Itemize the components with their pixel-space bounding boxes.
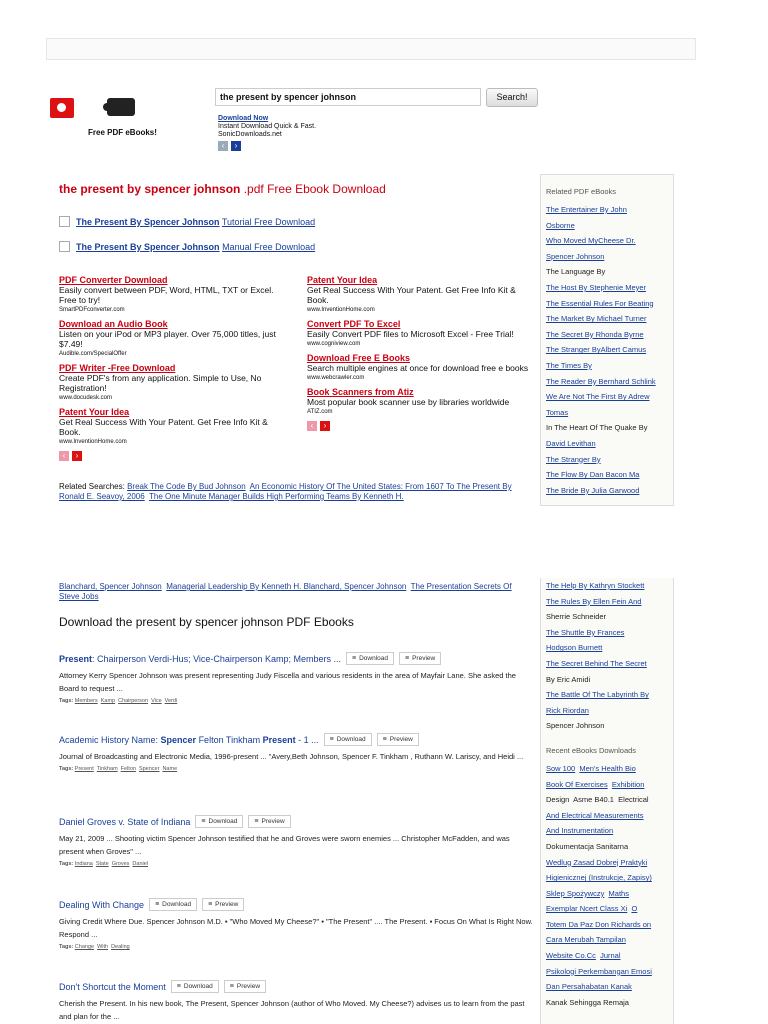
result-item <box>59 815 534 867</box>
sidebar-item[interactable]: We Are Not The First By Adrew <box>546 392 650 402</box>
sidebar-list <box>541 202 673 498</box>
result-title-link[interactable] <box>59 982 166 992</box>
related-link[interactable]: The One Minute Manager Builds High Performing Teams By Kenneth H. <box>149 492 404 501</box>
sidebar-list <box>541 578 673 734</box>
ad-block <box>59 363 281 403</box>
ad-url[interactable]: ATIZ.com <box>307 409 333 415</box>
prev-arrow-icon[interactable]: ‹ <box>307 421 317 431</box>
recent-sidebar <box>540 578 674 1024</box>
recent-item[interactable]: Totem Da Paz Don Richards on <box>546 919 652 929</box>
recent-row <box>546 761 669 777</box>
result-title-pre[interactable]: Academic History Name: <box>59 734 161 745</box>
list-icon: ≡ <box>382 736 387 743</box>
result-title-link[interactable] <box>59 654 341 664</box>
preview-label: Preview <box>389 736 413 743</box>
tag-link[interactable]: State <box>95 861 109 867</box>
recent-item[interactable]: And Instrumentation <box>546 826 614 836</box>
next-arrow-icon[interactable]: › <box>72 451 82 461</box>
sidebar-item[interactable]: The Battle Of The Labyrinth By <box>546 690 649 700</box>
ads-left-nav <box>59 451 281 461</box>
page-title <box>59 182 386 196</box>
ad-title[interactable]: Download Free E Books <box>307 353 411 363</box>
download-label: Download <box>162 901 192 908</box>
ads-left <box>59 275 281 461</box>
recent-row <box>546 964 669 980</box>
recent-item[interactable]: Exhibition <box>611 779 645 789</box>
ad-url[interactable]: www.cogniview.com <box>307 341 361 347</box>
sidebar-item: Sherrie Schneider <box>546 612 607 622</box>
tag-link[interactable]: Groves <box>111 861 130 867</box>
search-input[interactable] <box>215 88 481 106</box>
preview-button[interactable] <box>202 898 244 911</box>
related-sidebar <box>540 174 674 506</box>
result-item <box>59 652 534 704</box>
sidebar-item[interactable]: The Secret By Rhonda Byrne <box>546 329 644 339</box>
list-icon: ≡ <box>155 901 160 908</box>
sidebar-item[interactable]: The Secret Behind The Secret <box>546 658 647 668</box>
result-item <box>59 898 534 950</box>
ad-block <box>59 407 281 447</box>
result-title-bold[interactable]: Spencer <box>160 734 197 745</box>
ad-title[interactable]: Download an Audio Book <box>59 319 168 329</box>
result-item <box>59 733 534 772</box>
sponsor-line1: Instant Download Quick & Fast. <box>218 123 317 130</box>
result-tags <box>59 861 534 867</box>
recent-row <box>546 979 669 995</box>
recent-row <box>546 932 669 948</box>
result-snippet: May 21, 2009 ... Shooting victim Spencer Johnson testified that he and Groves were sworn enemies ... Christopher McFadden, and was present when Groves" ... <box>59 834 510 856</box>
recent-item[interactable]: Exemplar Ncert Class Xi <box>546 904 628 914</box>
recent-row <box>546 948 669 964</box>
recent-item: Dokumentacja Sanitarna <box>546 841 629 851</box>
ad-block <box>59 319 281 359</box>
result-title[interactable]: Daniel Groves v. State of Indiana <box>59 816 191 827</box>
ad-block <box>307 387 529 417</box>
related-searches <box>59 482 529 502</box>
ad-desc: Search multiple engines at once for download free e books <box>307 363 529 373</box>
recent-item: Asme B40.1 <box>573 795 614 805</box>
result-title-mid[interactable]: Felton Tinkham <box>196 734 263 745</box>
recent-row <box>546 995 669 1011</box>
ads-right-nav <box>307 421 529 431</box>
ad-url[interactable]: www.docudesk.com <box>59 395 113 401</box>
ad-url[interactable]: Audible.com/SpecialOffer <box>59 351 127 357</box>
recent-row <box>546 917 669 933</box>
result-title-link[interactable] <box>59 817 190 827</box>
tags-label: Tags: <box>59 766 74 772</box>
result-title-rest[interactable]: - 1 ... <box>295 734 319 745</box>
tag-link[interactable]: Present <box>74 766 94 772</box>
preview-label: Preview <box>261 818 285 825</box>
title-suffix: .pdf Free Ebook Download <box>243 182 386 196</box>
list-icon: ≡ <box>229 983 234 990</box>
preview-label: Preview <box>236 983 261 990</box>
preview-label: Preview <box>215 901 239 908</box>
result-title-row <box>59 898 534 911</box>
sidebar-heading: Related PDF eBooks <box>546 187 617 196</box>
document-icon <box>59 216 70 227</box>
recent-item[interactable]: Cara Merubah Tampilan <box>546 935 626 945</box>
ad-url[interactable]: www.InventionHome.com <box>307 307 375 313</box>
result-item <box>59 980 534 1023</box>
recent-item[interactable]: Jurnal <box>600 951 621 961</box>
result-tags <box>59 944 534 950</box>
ad-url[interactable]: www.webcrawler.com <box>307 375 365 381</box>
tag-link[interactable]: Dealing <box>111 944 130 950</box>
list-icon: ≡ <box>329 736 334 743</box>
ad-desc: Easily convert between PDF, Word, HTML, TXT or Excel. Free to try! <box>59 285 274 305</box>
download-button[interactable] <box>171 980 219 993</box>
recent-item: Electrical <box>618 795 649 805</box>
result-title-row <box>59 733 534 746</box>
ad-title[interactable]: Patent Your Idea <box>307 275 378 285</box>
tags-label: Tags: <box>59 944 74 950</box>
result-title-row <box>59 652 534 665</box>
list-icon: ≡ <box>176 983 181 990</box>
recent-item[interactable]: Wedlug Zasad Dobrej Praktyki <box>546 857 648 867</box>
result-title-link[interactable] <box>59 735 319 745</box>
recent-item[interactable]: Sklep Spożywczy <box>546 888 605 898</box>
ad-block <box>307 353 529 383</box>
result-title-row <box>59 980 534 993</box>
recent-item[interactable]: Dan Persahabatan Kanak <box>546 982 632 992</box>
sidebar-item[interactable]: The Flow By Dan Bacon Ma <box>546 470 640 480</box>
recent-row <box>546 855 669 871</box>
result-title-rest[interactable]: : Chairperson Verdi-Hus; Vice-Chairperson Kamp; Members ... <box>92 653 341 664</box>
recent-item[interactable]: Psikologi Perkembangan Emosi <box>546 966 652 976</box>
title-query: the present by spencer johnson <box>59 182 241 196</box>
tutorial-download-link[interactable] <box>59 216 315 227</box>
related-link[interactable]: Blanchard, Spencer Johnson <box>59 582 162 591</box>
recent-row <box>546 870 669 886</box>
result-snippet: Attorney Kerry Spencer Johnson was present representing Judy Fiscella and various residents in the area of Mayfair Lane. She asked the Board to request ... <box>59 671 516 693</box>
sidebar-item[interactable]: The Entertainer By John <box>546 205 627 214</box>
sidebar-item[interactable]: The Help By Kathryn Stockett <box>546 581 645 590</box>
download-button[interactable] <box>149 898 197 911</box>
recent-row <box>546 777 669 793</box>
sidebar-item[interactable]: David Levithan <box>546 438 596 448</box>
download-label: Download <box>208 818 238 825</box>
recent-item[interactable]: Website Co.Cc <box>546 951 596 961</box>
sponsor-nav <box>218 141 316 151</box>
recent-heading: Recent eBooks Downloads <box>546 745 637 755</box>
list-icon: ≡ <box>404 655 410 662</box>
sidebar-item: By Eric Amidi <box>546 674 591 684</box>
ad-desc: Most popular book scanner use by libraries worldwide <box>307 397 510 407</box>
list-icon: ≡ <box>208 901 213 908</box>
result-title[interactable]: Dealing With Change <box>59 899 145 910</box>
ad-block <box>307 319 529 349</box>
list-icon: ≡ <box>201 818 206 825</box>
sidebar-item[interactable]: The Rules By Ellen Fein And <box>546 596 642 606</box>
tag-link[interactable]: Spencer <box>138 766 160 772</box>
download-label: Download <box>359 655 388 662</box>
preview-label: Preview <box>412 655 436 662</box>
ad-url[interactable]: www.InventionHome.com <box>59 439 127 445</box>
recent-item[interactable]: Maths <box>608 888 629 898</box>
sidebar-item[interactable]: The Market By Michael Turner <box>546 314 647 324</box>
tag-link[interactable]: Members <box>74 698 98 704</box>
sidebar-item[interactable]: The Essential Rules For Beating <box>546 298 654 308</box>
result-title-bold2[interactable]: Present <box>262 734 296 745</box>
tag-link[interactable]: Verdi <box>164 698 178 704</box>
sidebar-item[interactable]: The Times By <box>546 360 592 370</box>
recent-item[interactable]: Higienicznej (Instrukcje, Zapisy) <box>546 873 652 883</box>
pdf-logo-icon[interactable] <box>50 98 74 118</box>
search-button[interactable]: Search! <box>486 88 538 107</box>
result-snippet: Journal of Broadcasting and Electronic Media, 1996-present ... "Avery,Beth Johnson, Spencer F. Tinkham , Ruthann W. Lariscy, and Heidi ... <box>59 752 524 761</box>
recent-item: Design <box>546 795 570 805</box>
tag-link[interactable]: Kamp <box>100 698 116 704</box>
recent-row <box>546 808 669 824</box>
download-button[interactable] <box>195 815 243 828</box>
sidebar-item[interactable]: The Reader By Bernhard Schlink <box>546 376 656 386</box>
sidebar-item: In The Heart Of The Quake By <box>546 423 648 433</box>
tag-link[interactable]: Indiana <box>74 861 93 867</box>
list-icon: ≡ <box>254 818 259 825</box>
recent-item[interactable]: Sow 100 <box>546 763 576 773</box>
recent-list <box>541 761 673 1011</box>
tag-link[interactable]: Felton <box>120 766 136 772</box>
ad-title[interactable]: PDF Writer -Free Download <box>59 363 176 373</box>
link-bold[interactable]: The Present By Spencer Johnson <box>76 241 220 252</box>
result-tags <box>59 766 534 772</box>
related-link[interactable]: The Presentation Secrets Of Steve Jobs <box>59 582 512 601</box>
sidebar-item: The Language By <box>546 267 606 277</box>
recent-item: Kanak Sehingga Remaja <box>546 997 629 1007</box>
related-link[interactable]: Break The Code By Bud Johnson <box>127 482 246 491</box>
result-snippet: Giving Credit Where Due. Spencer Johnson M.D. ▪ "Who Moved My Cheese?" ▪ "The Present" .... The Present. ▪ Focus On What Is Right Now. Respond ... <box>59 917 533 939</box>
ad-desc: Get Real Success With Your Patent. Get Free Info Kit & Book. <box>307 285 516 305</box>
sponsor-ad <box>218 115 316 151</box>
preview-button[interactable] <box>224 980 266 993</box>
download-heading: Download the present by spencer johnson PDF Ebooks <box>59 615 354 629</box>
ads-right <box>307 275 529 431</box>
next-arrow-icon[interactable]: › <box>320 421 330 431</box>
sidebar-item[interactable]: Who Moved MyCheese Dr. <box>546 236 636 246</box>
sidebar-item[interactable]: The Shuttle By Frances <box>546 627 625 637</box>
document-icon <box>59 241 70 252</box>
result-title-bold[interactable]: Present <box>59 653 93 664</box>
preview-button[interactable] <box>248 815 290 828</box>
tag-link[interactable]: Change <box>74 944 95 950</box>
result-title-link[interactable] <box>59 900 144 910</box>
ad-title[interactable]: PDF Converter Download <box>59 275 168 285</box>
tag-link[interactable]: With <box>97 944 109 950</box>
download-label: Download <box>336 736 366 743</box>
recent-item[interactable]: Men's Health Bio <box>579 763 636 773</box>
sidebar-item[interactable]: Rick Riordan <box>546 705 589 715</box>
ad-block <box>307 275 529 315</box>
sidebar-item[interactable]: Hodgson Burnett <box>546 643 603 653</box>
ad-title[interactable]: Patent Your Idea <box>59 407 130 417</box>
sidebar-item[interactable]: The Bride By Julia Garwood <box>546 485 640 495</box>
manual-download-link[interactable] <box>59 241 315 252</box>
result-snippet: Cherish the Present. In his new book, The Present, Spencer Johnson (author of Who Moved. My Cheese?) advises us to learn from the past and plan for the ... <box>59 999 525 1021</box>
ad-title[interactable]: Book Scanners from Atiz <box>307 387 414 397</box>
link-rest[interactable]: Manual Free Download <box>222 241 316 252</box>
tags-label: Tags: <box>59 698 74 704</box>
sidebar-item[interactable]: Spencer Johnson <box>546 251 605 261</box>
link-rest[interactable]: Tutorial Free Download <box>221 216 316 227</box>
ad-desc: Listen on your iPod or MP3 player. Over 75,000 titles, just $7.49! <box>59 329 276 349</box>
ad-desc: Easily Convert PDF files to Microsoft Excel - Free Trial! <box>307 329 514 339</box>
tag-link[interactable]: Vice <box>151 698 162 704</box>
sidebar-item[interactable]: The Stranger ByAlbert Camus <box>546 345 647 355</box>
sponsor-line2: SonicDownloads.net <box>218 131 282 138</box>
related-link[interactable]: An Economic History Of The United States: From 1607 To The Present By Ronald E. Seavoy, 2006 <box>59 482 512 501</box>
related-searches-cont <box>59 582 529 602</box>
ad-block <box>59 275 281 315</box>
sponsor-title[interactable]: Download Now <box>218 115 269 122</box>
tag-link[interactable]: Daniel <box>132 861 149 867</box>
recent-item[interactable]: Book Of Exercises <box>546 779 608 789</box>
ebook-logo-icon[interactable] <box>107 98 135 116</box>
sidebar-item[interactable]: Tomas <box>546 407 569 417</box>
next-arrow-icon[interactable]: › <box>231 141 241 151</box>
recent-row <box>546 886 669 902</box>
ad-title[interactable]: Convert PDF To Excel <box>307 319 401 329</box>
list-icon: ≡ <box>351 655 357 662</box>
link-bold[interactable]: The Present By Spencer Johnson <box>76 216 220 227</box>
free-pdf-label: Free PDF eBooks! <box>88 128 157 137</box>
related-label: Related Searches: <box>59 482 125 491</box>
prev-arrow-icon[interactable]: ‹ <box>218 141 228 151</box>
result-tags <box>59 698 534 704</box>
sidebar-item[interactable]: The Stranger By <box>546 454 601 464</box>
tag-link[interactable]: Chairperson <box>118 698 149 704</box>
recent-row <box>546 839 669 855</box>
ad-desc: Get Real Success With Your Patent. Get Free Info Kit & Book. <box>59 417 268 437</box>
result-title[interactable]: Don't Shortcut the Moment <box>59 981 166 992</box>
ad-desc: Create PDF's from any application. Simple to Use, No Registration! <box>59 373 262 393</box>
download-label: Download <box>183 983 213 990</box>
preview-button[interactable] <box>377 733 419 746</box>
recent-item[interactable]: O <box>631 904 638 914</box>
related-link[interactable]: Managerial Leadership By Kenneth H. Blanchard, Spencer Johnson <box>166 582 407 591</box>
recent-row <box>546 823 669 839</box>
ad-url[interactable]: SmartPDFconverter.com <box>59 307 125 313</box>
prev-arrow-icon[interactable]: ‹ <box>59 451 69 461</box>
tag-link[interactable]: Name <box>162 766 178 772</box>
recent-row <box>546 792 669 808</box>
download-button[interactable] <box>324 733 372 746</box>
top-bar <box>46 38 696 60</box>
result-title-row <box>59 815 534 828</box>
tags-label: Tags: <box>59 861 74 867</box>
sidebar-item[interactable]: Osborne <box>546 220 575 230</box>
download-button[interactable] <box>346 652 394 665</box>
sidebar-item[interactable]: The Host By Stephenie Meyer <box>546 282 647 292</box>
tag-link[interactable]: Tinkham <box>96 766 118 772</box>
sidebar-item: Spencer Johnson <box>546 721 605 731</box>
recent-row <box>546 901 669 917</box>
recent-item[interactable]: And Electrical Measurements <box>546 810 644 820</box>
preview-button[interactable] <box>399 652 441 665</box>
